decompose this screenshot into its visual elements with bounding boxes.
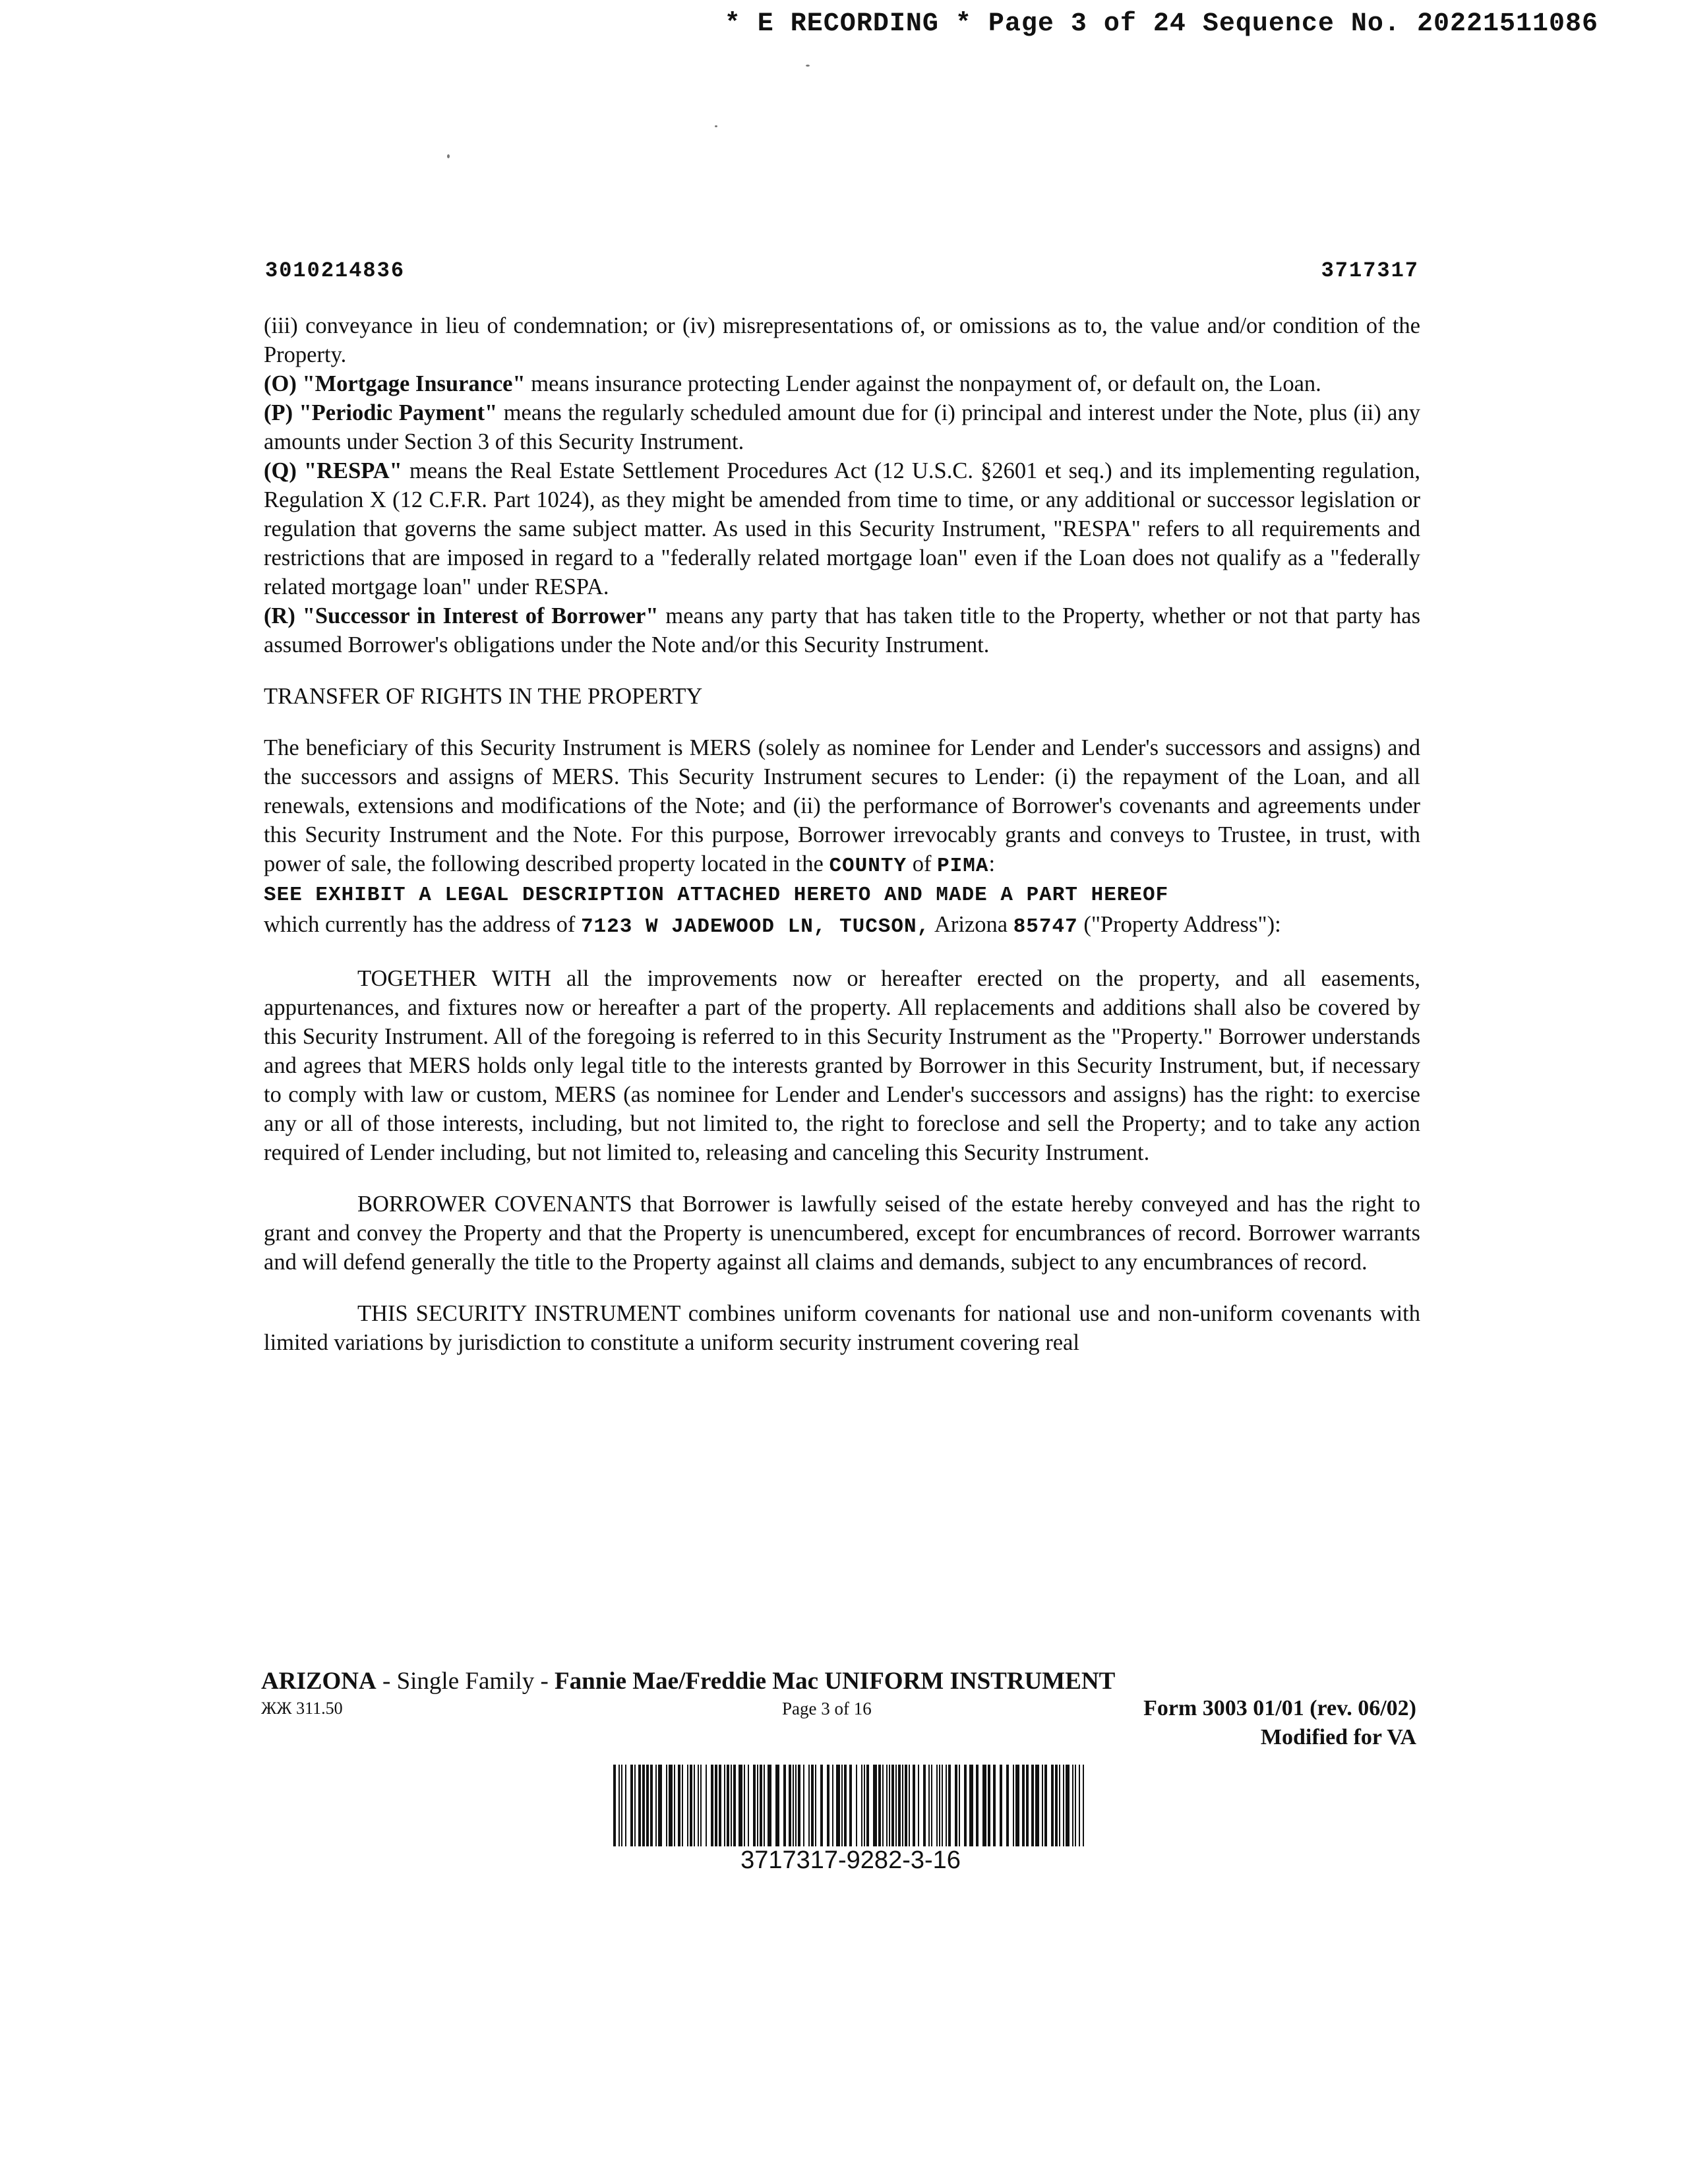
covenants-paragraph: BORROWER COVENANTS that Borrower is lawfully seised of the estate hereby conveyed and has the right to grant and convey the Property and that the Property is unencumbered, except for encumbrances of record. Borrower warrants and will defend generally the title to the Property against all claims and demands, subject to any encumbrances of record. [264, 1192, 1420, 1275]
definition-o-label: (O) "Mortgage Insurance" [264, 371, 526, 396]
definition-p [264, 398, 1420, 456]
address-intro: which currently has the address of [264, 912, 581, 937]
definition-q [264, 456, 1420, 601]
barcode [613, 1765, 1088, 1846]
state-name: Arizona [930, 912, 1013, 937]
street-address: 7123 W JADEWOOD LN, TUCSON, [580, 915, 930, 938]
scan-speck [806, 65, 810, 67]
colon: : [988, 851, 996, 876]
definition-o [264, 369, 1420, 398]
barcode-bar [1084, 1765, 1088, 1846]
definition-p-label: (P) "Periodic Payment" [264, 400, 498, 425]
document-body [264, 311, 1420, 1357]
county-label: COUNTY [829, 855, 907, 878]
definition-q-label: (Q) "RESPA" [264, 458, 402, 483]
definition-r-label: (R) "Successor in Interest of Borrower" [264, 603, 659, 628]
form-footer [261, 1667, 1422, 1750]
footer-middle: - Single Family - [376, 1668, 555, 1695]
security-paragraph: THIS SECURITY INSTRUMENT combines uniform covenants for national use and non-uniform covenants with limited variations by jurisdiction to constitute a uniform security instrument covering real [264, 1301, 1420, 1355]
definition-p-text: means the regularly scheduled amount due for (i) principal and interest under the Note, plus (ii) any amounts under Section 3 of this Security Instrument. [264, 400, 1420, 454]
address-outro: ("Property Address"): [1077, 912, 1281, 937]
definition-continuation: (iii) conveyance in lieu of condemnation; or (iv) misrepresentations of, or omissions as to, the value and/or condition of the Property. [264, 313, 1420, 367]
scan-speck [715, 125, 717, 127]
page-header [265, 258, 1419, 283]
of-word: of [907, 851, 938, 876]
county-name: PIMA [937, 855, 989, 878]
legal-description: SEE EXHIBIT A LEGAL DESCRIPTION ATTACHED HERETO AND MADE A PART HEREOF [264, 884, 1169, 907]
definition-r [264, 601, 1420, 659]
footer-row [261, 1696, 1422, 1725]
recording-stamp: * E RECORDING * Page 3 of 24 Sequence No. 20221511086 [724, 9, 1598, 39]
definition-o-text: means insurance protecting Lender against the nonpayment of, or default on, the Loan. [525, 371, 1321, 396]
zip-code: 85747 [1013, 915, 1078, 938]
footer-fannie: Fannie Mae/Freddie Mac UNIFORM INSTRUMENT [555, 1668, 1116, 1695]
transfer-paragraph [264, 733, 1420, 942]
together-paragraph: TOGETHER WITH all the improvements now or hereafter erected on the property, and all easements, appurtenances, and fixtures now or hereafter a part of the property. All replacements and additions shall also be covered by this Security Instrument. All of the foregoing is referred to in this Security Instrument as the "Property." Borrower understands and agrees that MERS holds only legal title to the interests granted by Borrower in this Security Instrument, but, if necessary to comply with law or custom, MERS (as nominee for Lender and Lender's successors and assigns) has the right: to exercise any or all of those interests, including, but not limited to, the right to foreclose and sell the Property; and to take any action required of Lender including, but not limited to, releasing and canceling this Security Instrument. [264, 966, 1420, 1165]
loan-number: 3010214836 [265, 258, 406, 283]
transfer-text: The beneficiary of this Security Instrument is MERS (solely as nominee for Lender and Lender's successors and assigns) and the successors and assigns of MERS. This Security Instrument secures to Lender: (i) the repayment of the Loan, and all renewals, extensions and modifications of the Note; and (ii) the performance of Borrower's covenants and agreements under this Security Instrument and the Note. For this purpose, Borrower irrevocably grants and conveys to Trustee, in trust, with power of sale, the following described property located in the [264, 735, 1420, 876]
definition-q-text: means the Real Estate Settlement Procedures Act (12 U.S.C. §2601 et seq.) and its implementing regulation, Regulation X (12 C.F.R. Part 1024), as they might be amended from time to time, or any additional or successor legislation or regulation that governs the same subject matter. As used in this Security Instrument, "RESPA" refers to all requirements and restrictions that are imposed in regard to a "federally related mortgage loan" even if the Loan does not qualify as a "federally related mortgage loan" under RESPA. [264, 458, 1420, 599]
modified-note: Modified for VA [1260, 1725, 1416, 1749]
form-title [261, 1667, 1422, 1696]
footer-state: ARIZONA [261, 1668, 377, 1695]
scan-speck [447, 154, 450, 158]
definition-r-text: means any party that has taken title to the Property, whether or not that party has assumed Borrower's obligations under the Note and/or this Security Instrument. [264, 603, 1421, 657]
form-number: Form 3003 01/01 (rev. 06/02) [1143, 1696, 1416, 1720]
reference-number: 3717317 [1321, 258, 1419, 283]
form-code: ЖЖ 311.50 [261, 1699, 343, 1718]
barcode-number: 3717317-9282-3-16 [740, 1846, 961, 1874]
page-number: Page 3 of 16 [782, 1699, 872, 1718]
section-heading: TRANSFER OF RIGHTS IN THE PROPERTY [264, 684, 703, 709]
